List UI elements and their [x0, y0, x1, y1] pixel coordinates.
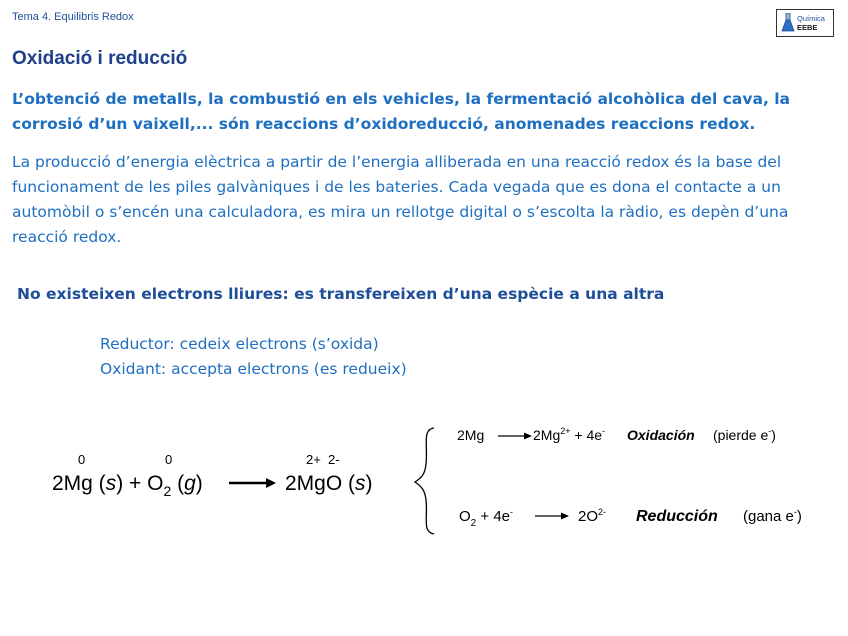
ox-state-mg: 0 — [78, 452, 86, 467]
ox-state-o2: 0 — [165, 452, 173, 467]
equation-svg — [0, 420, 848, 540]
logo — [776, 9, 834, 37]
reduction-left: $O_2 + 4e^-$ — [459, 507, 514, 529]
reduction-label: Reducción — [636, 508, 718, 525]
oxidation-arrow-head — [524, 433, 532, 440]
flask-icon — [781, 13, 795, 33]
redox-equation-area — [0, 420, 848, 540]
oxidation-note: (pierde e-) — [713, 426, 776, 443]
ox-state-product: 2+ 2- — [306, 452, 340, 467]
reaction-arrow-head — [266, 478, 276, 488]
oxidant-definition: Oxidant: accepta electrons (es redueix) — [100, 360, 407, 378]
statement-electrons: No existeixen electrons lliures: es transfereixen d’una espècie a una altra — [17, 285, 665, 303]
main-equation-reactants: 2Mg $(s) + O_2$ (g) — [52, 472, 203, 499]
oxidation-label: Oxidación — [627, 427, 695, 443]
reduction-note: (gana e-) — [743, 507, 802, 525]
header-label: Tema 4. Equilibris Redox — [12, 11, 134, 23]
reductor-definition: Reductor: cedeix electrons (s’oxida) — [100, 335, 379, 353]
paragraph-intro: L’obtenció de metalls, la combustió en els vehicles, la fermentació alcohòlica del cava, la corrosió d’un vaixell,... són reaccions d’oxidoreducció, anomenades reaccions redox. — [12, 90, 791, 133]
paragraph-energy: La producció d’energia elèctrica a partir de l’energia alliberada en una reacció redox és la base del funcionament de les piles galvàniques i de les bateries. Cada vegada que es dona el contacte a un automòbil o s’encén una calculadora, es mira un rellotge digital o s’escolta la ràdio, es depèn d’una reacció redox. — [12, 153, 789, 246]
reduction-right: $2O^{2-}$ — [578, 507, 607, 525]
logo-line1: Química — [797, 14, 825, 23]
page-title: Oxidació i reducció — [12, 48, 188, 69]
reduction-arrow-head — [561, 513, 569, 520]
brace — [415, 428, 434, 534]
logo-line2: EEBE — [797, 23, 818, 32]
oxidation-right: $2Mg^{2+} + 4e^-$ — [533, 426, 606, 443]
main-equation-product: 2MgO (s) — [285, 472, 373, 495]
oxidation-left: 2Mg — [457, 427, 485, 443]
logo-text — [797, 14, 825, 32]
